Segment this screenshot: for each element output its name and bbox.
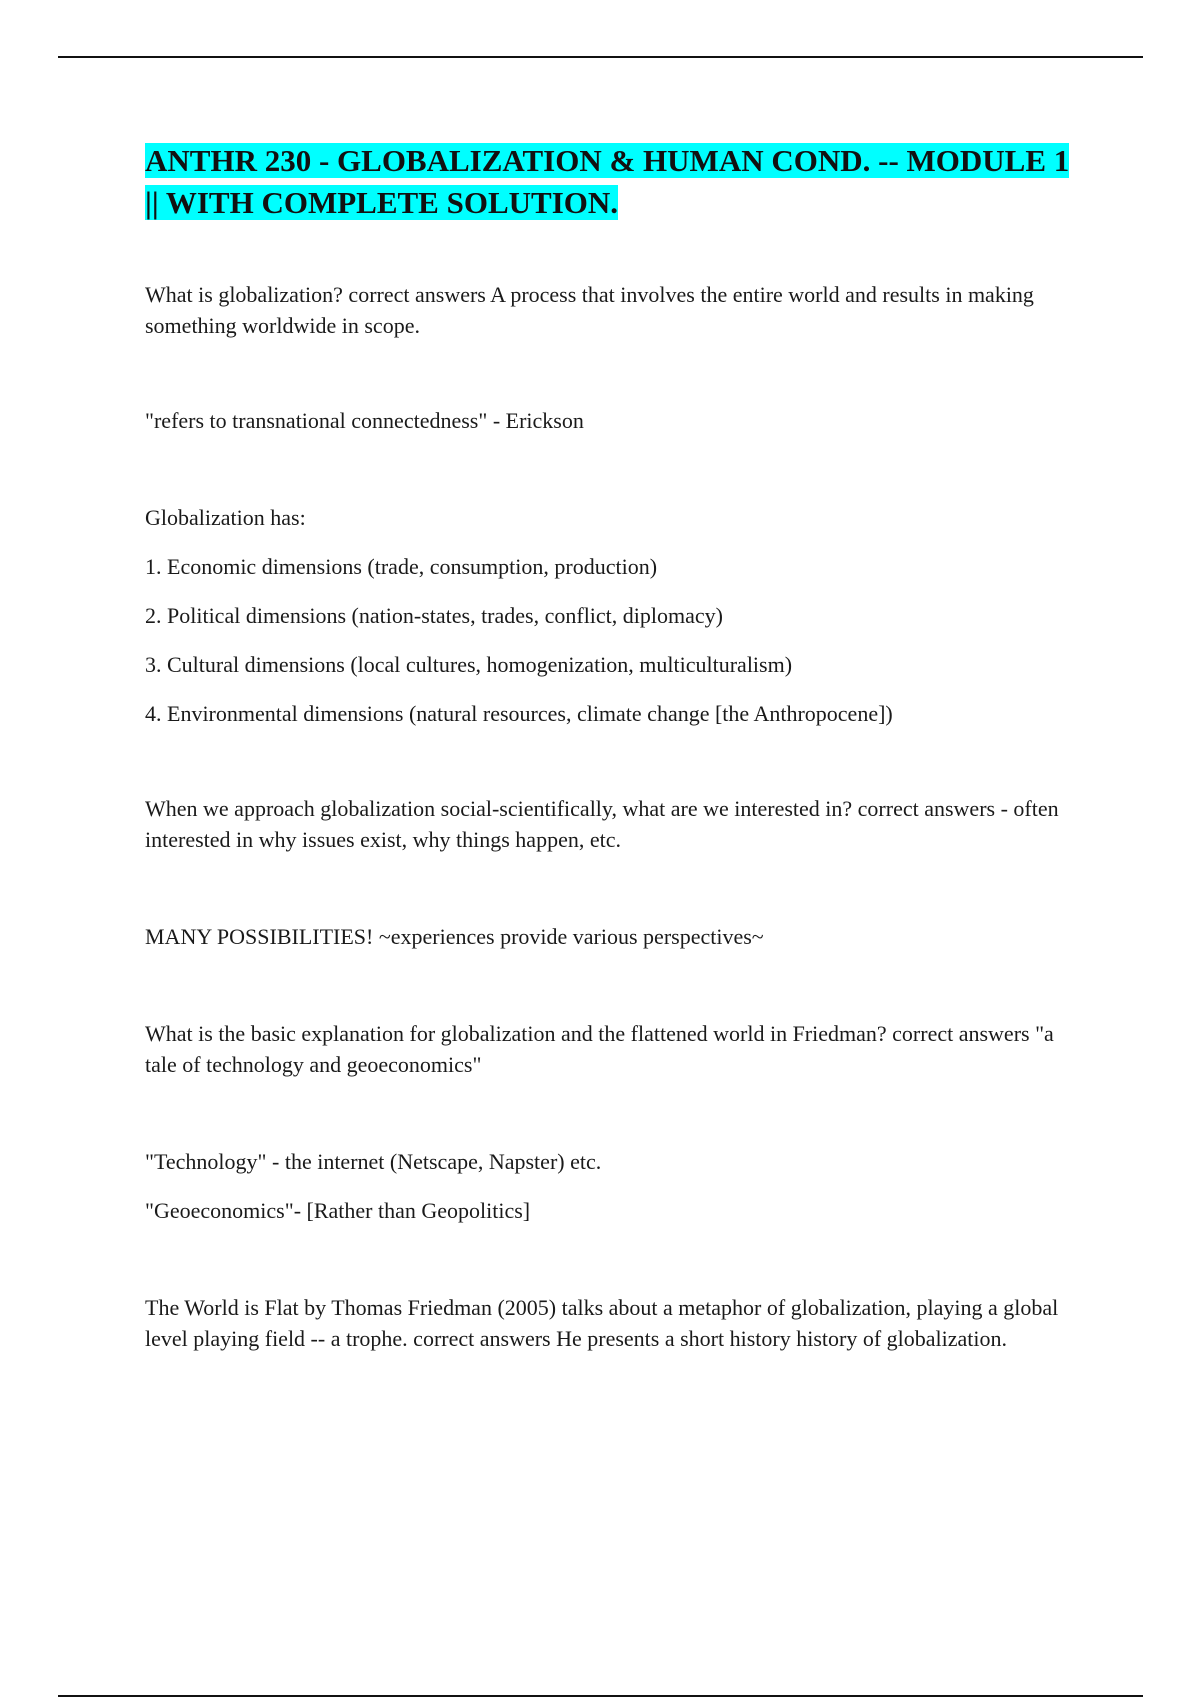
paragraph-q2: When we approach globalization social-scientifically, what are we interested in? correct answers - often interested in why issues exist, why things happen, etc. xyxy=(145,796,1059,852)
document-title xyxy=(145,140,1090,224)
bottom-rule xyxy=(58,1695,1143,1697)
paragraph-globalization-has: Globalization has: xyxy=(145,505,306,530)
list-item-political: 2. Political dimensions (nation-states, trades, conflict, diplomacy) xyxy=(145,603,723,628)
paragraph-q4: The World is Flat by Thomas Friedman (2005) talks about a metaphor of globalization, playing a global level playing field -- a trophe. correct answers He presents a short history history of globalization. xyxy=(145,1295,1059,1351)
paragraph-geoeconomics: "Geoeconomics"- [Rather than Geopolitics] xyxy=(145,1198,531,1223)
paragraph-q1: What is globalization? correct answers A process that involves the entire world and results in making something worldwide in scope. xyxy=(145,282,1034,338)
list-item-economic: 1. Economic dimensions (trade, consumption, production) xyxy=(145,554,658,579)
document-body xyxy=(145,140,1090,1354)
paragraph-technology: "Technology" - the internet (Netscape, Napster) etc. xyxy=(145,1149,602,1174)
paragraph-q3: What is the basic explanation for globalization and the flattened world in Friedman? correct answers "a tale of technology and geoeconomics" xyxy=(145,1021,1054,1077)
paragraph-quote-erickson: "refers to transnational connectedness" - Erickson xyxy=(145,408,584,433)
top-rule xyxy=(58,56,1143,58)
list-item-cultural: 3. Cultural dimensions (local cultures, homogenization, multiculturalism) xyxy=(145,652,793,677)
paragraph-possibilities: MANY POSSIBILITIES! ~experiences provide various perspectives~ xyxy=(145,924,764,949)
title-highlight: ANTHR 230 - GLOBALIZATION & HUMAN COND. -- MODULE 1 || WITH COMPLETE SOLUTION. xyxy=(145,143,1070,220)
list-item-environmental: 4. Environmental dimensions (natural resources, climate change [the Anthropocene]) xyxy=(145,701,893,726)
